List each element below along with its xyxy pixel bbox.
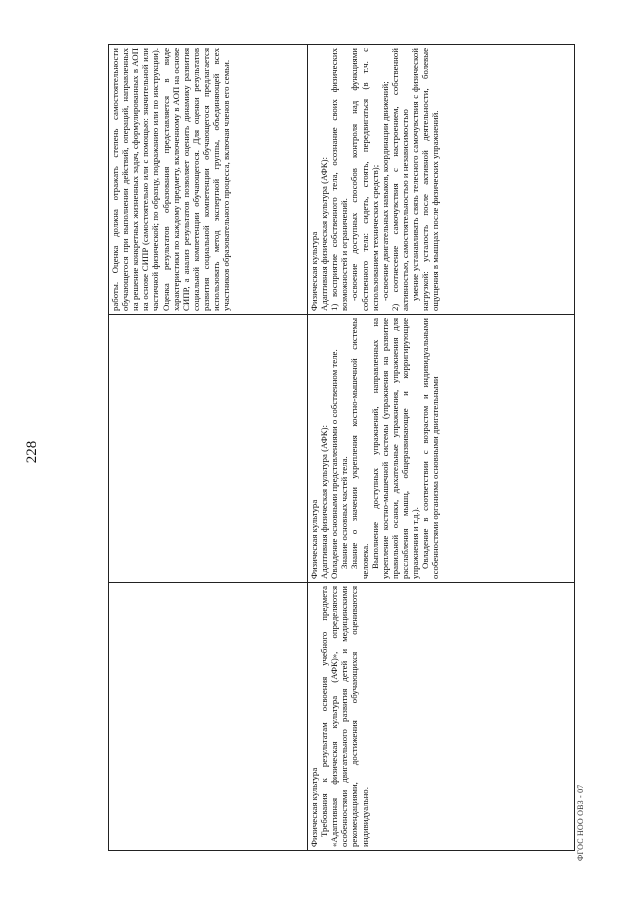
table-cell-r1c2 [109,315,308,583]
table-cell-r1c1 [109,583,308,851]
table-cell-r1c3 [109,45,308,315]
paragraph: Овладение основными представлениями о собственном теле. [329,349,340,579]
paragraph: -освоение доступных способов контроля над функциями собственного тела: сидеть, стоять, передвигаться (в т.ч. с использованием технических средств); [349,48,380,311]
subject-title: Физическая культура [309,231,319,311]
paragraph: -освоение двигательных навыков, координации движений; [379,81,390,301]
paragraph: Знание о значении укрепления костно-мышечной системы человека. [349,318,370,579]
standards-table [108,44,575,851]
paragraph: 1) восприятие собственного тела, осознание своих физических возможностей и ограничений. [329,48,350,311]
paragraph: Адаптивная физическая культура (АФК): [319,157,330,311]
assessment-text: работы. Оценка должна отражать степень самостоятельности обучающегося при выполнении действий, операций, направленных на решение конкретных жизненных задач, сформулированных в АОП на основе СИПР (самостоятельно или с помощью: значительной или частичной физической; по образцу, подражанию или по инструкции). Оценка результатов образования представляется в виде характеристики по каждому предмету, включенному в АОП на основе СИПР, а анализ результатов позволяет оценить динамику развития социальной компетенции обучающегося. Для оценки результатов развития социальной компетенции обучающегося предлагается использовать метод экспертной группы, объединяющей всех участников образовательного процесса, включая членов его семьи. [110,48,232,311]
paragraph: Выполнение доступных упражнений, направленных на укрепление костно-мышечной системы (упражнения на развитие правильной осанки, дыхательные упражнения, упражнения для расслабления мышц, общеразвивающие и корригирующие упражнения и т.д.). [369,318,421,579]
table-cell-r2c2 [308,315,575,583]
paragraph: Овладение в соответствии с возрастом и индивидуальными особенностями организма основными двигательными [420,318,441,579]
paragraph: Знание основных частей тела. [339,456,350,569]
table-cell-r2c3 [308,45,575,315]
table-row [308,45,575,851]
page-number: 228 [24,440,40,464]
table-row [109,45,308,851]
rotated-page [20,37,620,867]
subject-title: Физическая культура [309,767,319,847]
paragraph: умение устанавливать связь телесного самочувствия с физической нагрузкой: усталость после активной деятельности, болевые ощущения в мышцах после физических упражнений. [410,48,441,311]
requirements-text: Требования к результатам освоения учебного предмета «Адаптивная физическая культура (АФК)», определяются особенностями двигательного развития детей и медицинскими рекомендациями, достижения обучающихся оцениваются индивидуально. [319,586,370,847]
subject-title: Физическая культура [309,499,319,579]
paragraph: 2) соотнесение самочувствия с настроением, собственной активностью, самостоятельностью и независимостью [389,48,410,311]
paragraph: Адаптивная физическая культура (АФК): [319,425,330,579]
table-cell-r2c1 [308,583,575,851]
footer-code: ФГОС НОО ОВЗ - 07 [576,784,585,861]
